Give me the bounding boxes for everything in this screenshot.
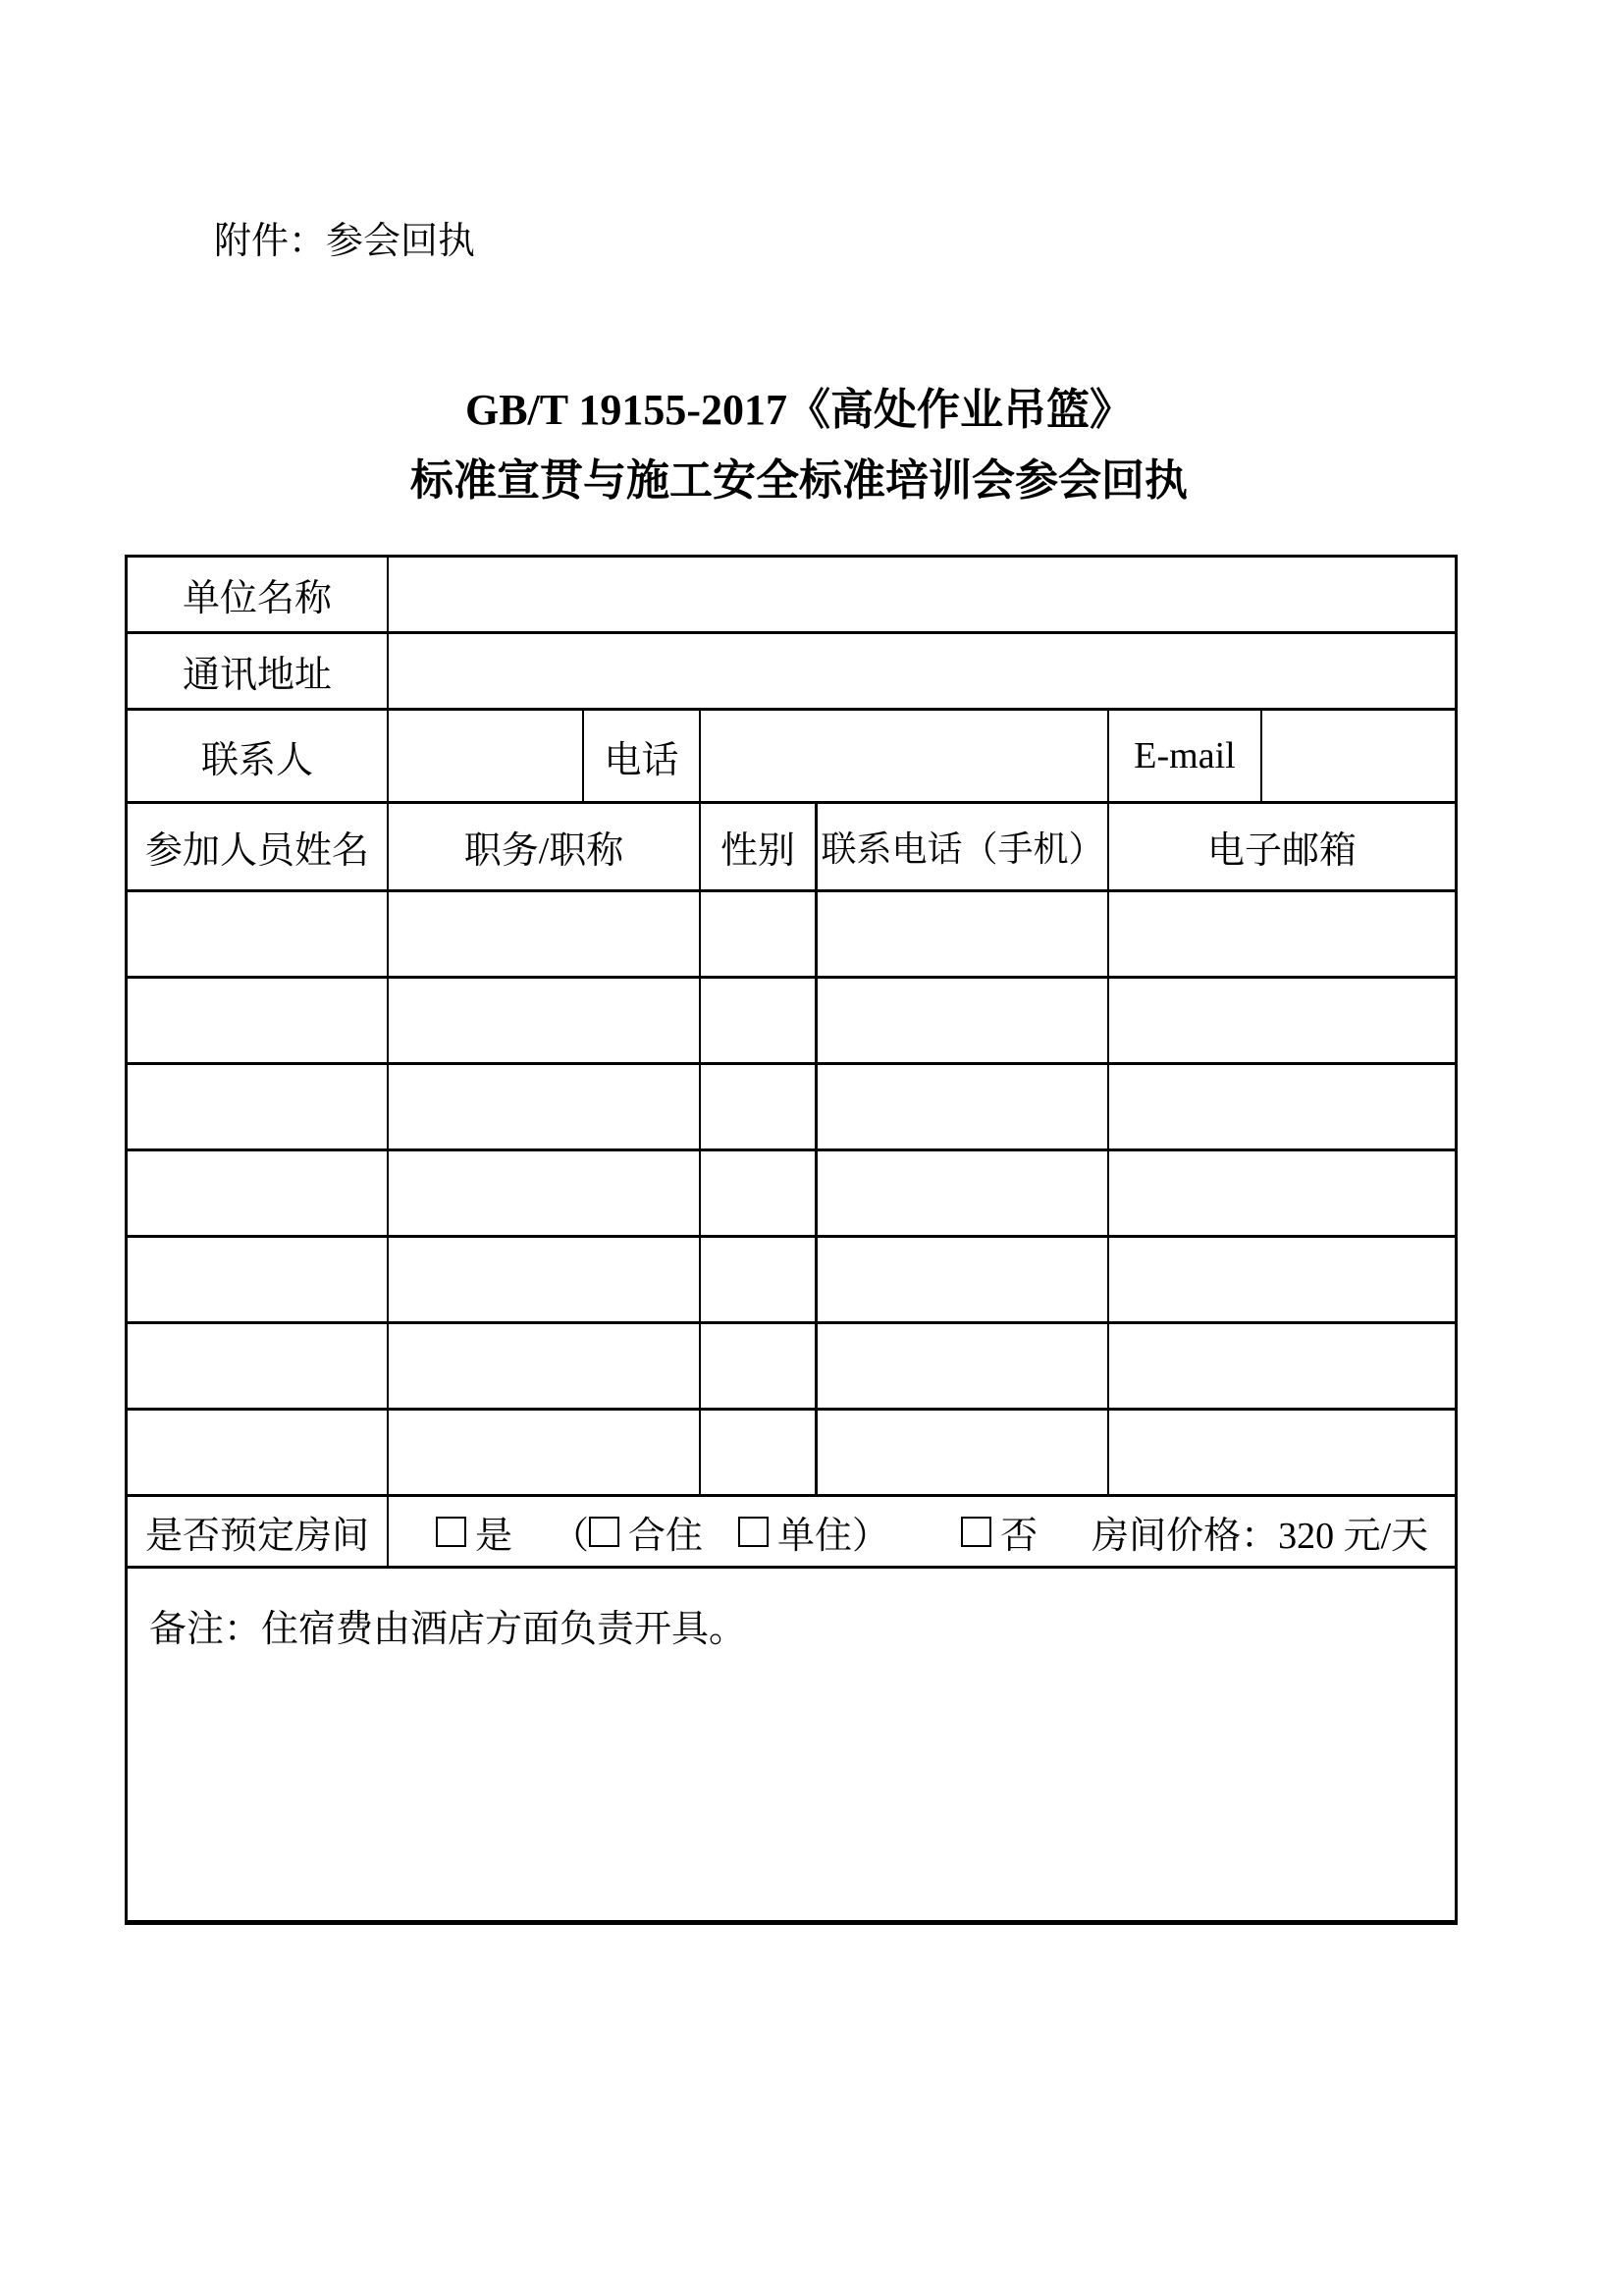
document-title (0, 375, 1598, 516)
checkbox-icon (436, 1517, 466, 1547)
attendee-gender-cell (701, 1065, 818, 1148)
attendee-name-cell (128, 1238, 389, 1321)
attendee-name-cell (128, 1324, 389, 1408)
title-line-2: 标准宣贯与施工安全标准培训会参会回执 (410, 456, 1188, 505)
contact-label-cell: 联系人 (128, 711, 389, 801)
phone-value-cell (701, 711, 1109, 801)
attendee-empty-row (128, 1151, 1455, 1238)
attendee-name-cell (128, 1065, 389, 1148)
attendee-header-row (128, 804, 1455, 892)
attendee-gender-cell (701, 892, 818, 976)
room-option-single: 单住） (738, 1505, 889, 1559)
attendee-email-cell (1109, 1238, 1455, 1321)
attendee-name-cell (128, 979, 389, 1062)
checkbox-icon (589, 1517, 619, 1547)
attendee-mobile-cell (818, 1065, 1109, 1148)
attendee-title-cell (389, 1065, 701, 1148)
attendee-title-cell (389, 1411, 701, 1494)
reply-form-table (125, 555, 1458, 1925)
room-option-no: 否 (961, 1505, 1038, 1559)
header-mobile-cell: 联系电话（手机） (818, 804, 1109, 889)
room-label-cell: 是否预定房间 (128, 1497, 389, 1566)
attendee-gender-cell (701, 979, 818, 1062)
address-value-cell (389, 634, 1455, 708)
room-price-text: 房间价格：320 元/天 (1092, 1515, 1429, 1557)
attendee-empty-row (128, 1411, 1455, 1497)
contact-value-cell (389, 711, 584, 801)
room-row (128, 1497, 1455, 1569)
checkbox-icon (961, 1517, 991, 1547)
attendee-title-cell (389, 892, 701, 976)
attendee-name-cell (128, 1411, 389, 1494)
email-label-cell: E-mail (1109, 711, 1262, 801)
room-option-yes: 是 (436, 1505, 512, 1559)
attendee-email-cell (1109, 1411, 1455, 1494)
attendee-empty-row (128, 892, 1455, 979)
attendee-empty-row (128, 1324, 1455, 1411)
attendee-mobile-cell (818, 1411, 1109, 1494)
unit-name-row (128, 558, 1455, 634)
attendee-name-cell (128, 1151, 389, 1235)
attendee-mobile-cell (818, 892, 1109, 976)
attendee-empty-row (128, 1065, 1455, 1151)
attendee-mobile-cell (818, 1238, 1109, 1321)
contact-row (128, 711, 1455, 804)
checkbox-icon (738, 1517, 769, 1547)
attendee-mobile-cell (818, 1151, 1109, 1235)
header-title-cell: 职务/职称 (389, 804, 701, 889)
unit-name-value-cell (389, 558, 1455, 631)
attendee-title-cell (389, 1151, 701, 1235)
attendee-mobile-cell (818, 1324, 1109, 1408)
attendee-empty-row (128, 1238, 1455, 1324)
room-option-share: （ 合住 (552, 1515, 704, 1557)
phone-label-cell: 电话 (584, 711, 701, 801)
attendee-title-cell (389, 1238, 701, 1321)
attendee-email-cell (1109, 979, 1455, 1062)
attendee-gender-cell (701, 1324, 818, 1408)
attachment-note: 附件：参会回执 (214, 221, 476, 262)
note-cell: 备注：住宿费由酒店方面负责开具。 (149, 1609, 747, 1650)
attendee-mobile-cell (818, 979, 1109, 1062)
header-email-cell: 电子邮箱 (1206, 830, 1357, 872)
attendee-name-cell (128, 892, 389, 976)
unit-name-label-cell: 单位名称 (128, 558, 389, 631)
room-options-cell (389, 1497, 1455, 1566)
attendee-email-cell (1109, 1151, 1455, 1235)
address-label-cell: 通讯地址 (128, 634, 389, 708)
email-value-cell (1262, 711, 1455, 801)
attendee-title-cell (389, 979, 701, 1062)
header-name-cell: 参加人员姓名 (128, 804, 389, 889)
title-line-1: GB/T 19155-2017《高处作业吊篮》 (464, 386, 1133, 434)
attendee-title-cell (389, 1324, 701, 1408)
note-row (128, 1569, 1455, 1920)
attendee-email-cell (1109, 1324, 1455, 1408)
attendee-gender-cell (701, 1151, 818, 1235)
attendee-gender-cell (701, 1238, 818, 1321)
attendee-gender-cell (701, 1411, 818, 1494)
attendee-email-cell (1109, 892, 1455, 976)
address-row (128, 634, 1455, 711)
attendee-email-cell (1109, 1065, 1455, 1148)
header-gender-cell: 性别 (701, 804, 818, 889)
attendee-empty-row (128, 979, 1455, 1065)
